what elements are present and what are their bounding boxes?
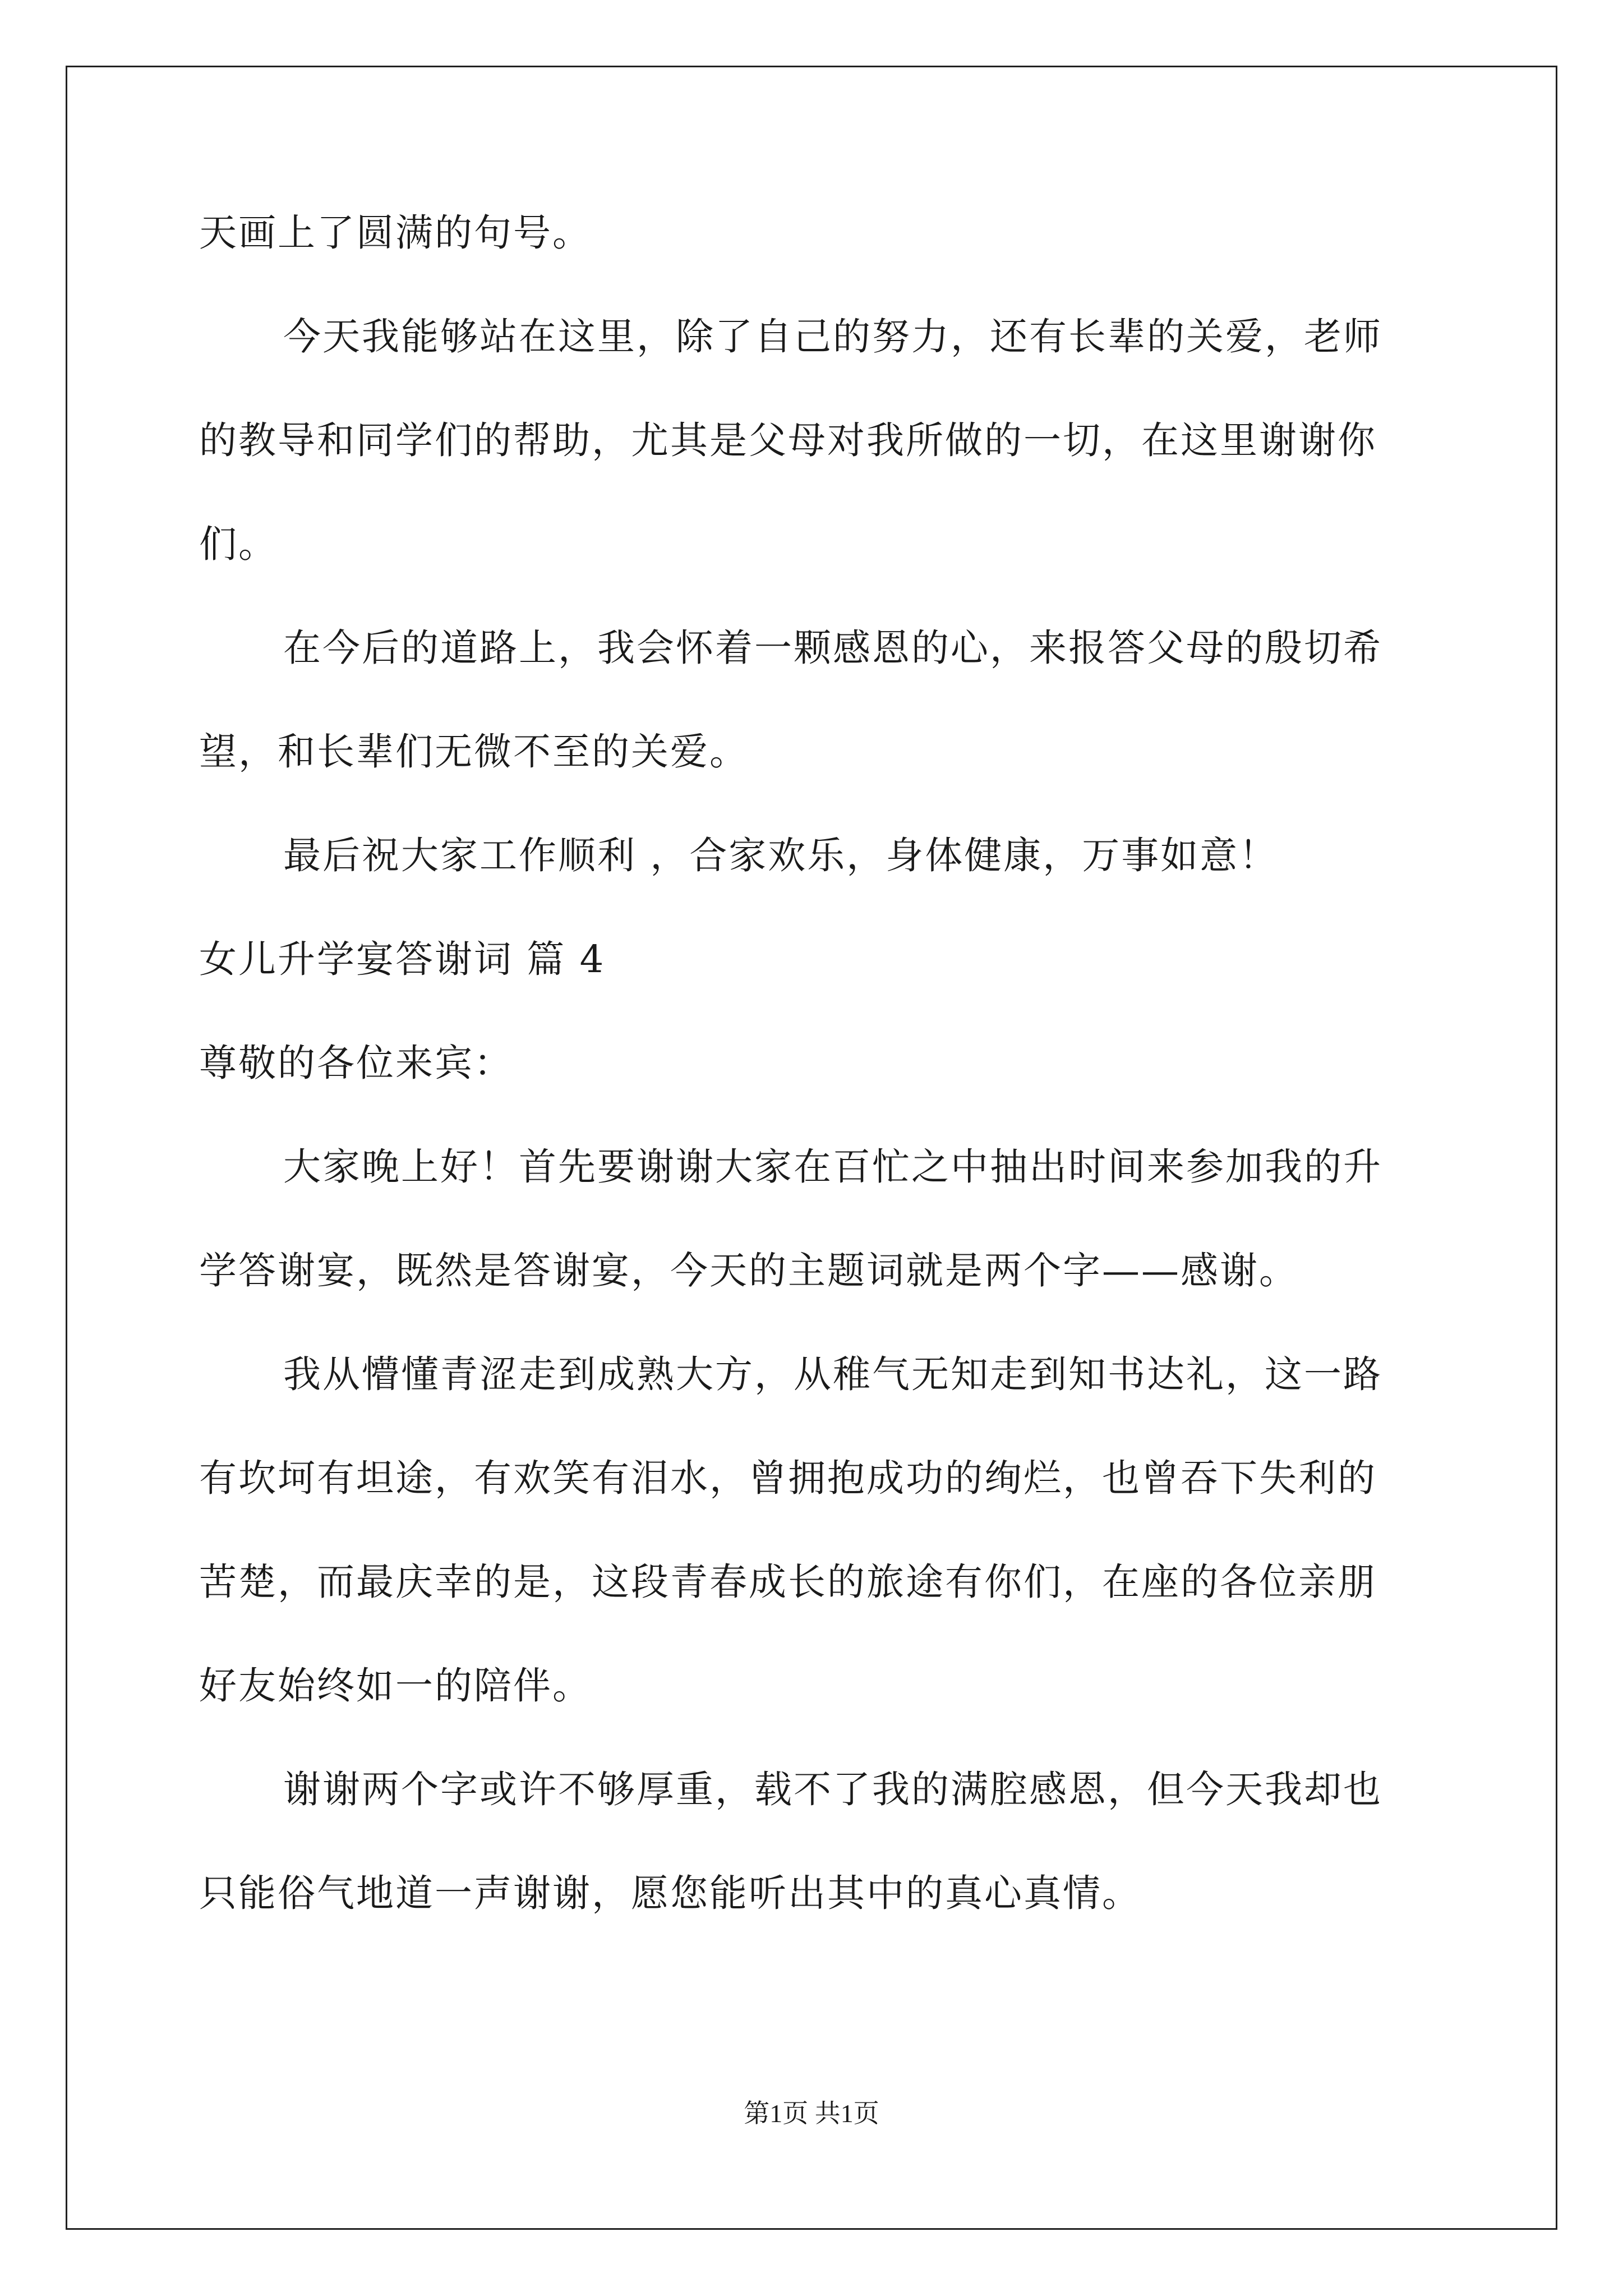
text-line: 的教导和同学们的帮助，尤其是父母对我所做的一切，在这里谢谢你 bbox=[199, 418, 1377, 462]
text-line: 有坎坷有坦途，有欢笑有泪水，曾拥抱成功的绚烂，也曾吞下失利的 bbox=[199, 1456, 1377, 1500]
text-line: 今天我能够站在这里，除了自己的努力，还有长辈的关爱，老师 bbox=[283, 315, 1382, 358]
page-number-footer: 第1页 共1页 bbox=[744, 2099, 879, 2128]
text-line: 大家晚上好！首先要谢谢大家在百忙之中抽出时间来参加我的升 bbox=[283, 1145, 1382, 1189]
salutation: 尊敬的各位来宾： bbox=[199, 1041, 513, 1085]
text-line: 天画上了圆满的句号。 bbox=[199, 211, 592, 255]
text-line: 好友始终如一的陪伴。 bbox=[199, 1664, 592, 1708]
section-heading: 女儿升学宴答谢词 篇 4 bbox=[199, 937, 606, 981]
text-line: 望，和长辈们无微不至的关爱。 bbox=[199, 730, 749, 774]
text-line: 苦楚，而最庆幸的是，这段青春成长的旅途有你们，在座的各位亲朋 bbox=[199, 1560, 1377, 1604]
text-line: 只能俗气地道一声谢谢，愿您能听出其中的真心真情。 bbox=[199, 1871, 1141, 1915]
text-line: 我从懵懂青涩走到成熟大方，从稚气无知走到知书达礼，这一路 bbox=[283, 1352, 1382, 1396]
text-line: 们。 bbox=[199, 522, 278, 566]
text-line: 学答谢宴，既然是答谢宴，今天的主题词就是两个字——感谢。 bbox=[199, 1249, 1298, 1292]
text-line: 最后祝大家工作顺利 ，合家欢乐，身体健康，万事如意！ bbox=[283, 834, 1279, 877]
text-line: 在今后的道路上，我会怀着一颗感恩的心，来报答父母的殷切希 bbox=[283, 626, 1382, 670]
text-line: 谢谢两个字或许不够厚重，载不了我的满腔感恩，但今天我却也 bbox=[283, 1768, 1382, 1811]
